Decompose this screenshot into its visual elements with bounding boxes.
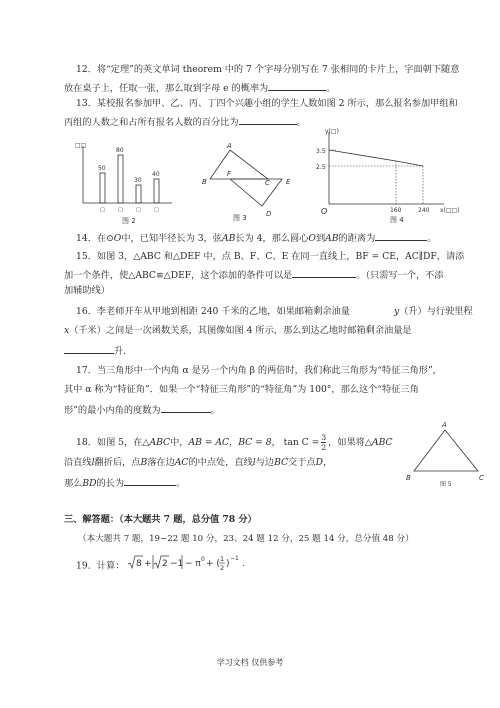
q12-line2: 放在桌子上，任取一张，那么取到字母 e 的概率为 。 [64,83,336,94]
fig4-xtick: 160 [390,207,402,214]
figure-4-line-graph [316,124,461,228]
q18-line1: 18．如图 5，在△ABC中，AB = AC，BC = 8， tan C = $\frac{3}{2}$ ，如果将△ABC [76,433,393,452]
fig3-A: A [227,142,232,150]
fig2-ylabel: □□ [75,142,87,149]
q15-line2: 加一个条件，使△ABC≌△DEF，这个添加的条件可以是 。（只需写一个，不添 [64,270,444,281]
answer-blank [292,268,356,278]
bar [136,185,141,203]
q16-line1: 16．李老师开车从甲地到相距 240 千米的乙地，如果邮箱剩余油量 y（升）与行驶里程 [76,306,473,317]
svg-text:−1: −1 [170,559,184,569]
q15-line3: 加辅助线） [64,285,110,296]
answer-blank [64,344,114,354]
answer-blank [124,476,176,486]
fig5-C: C [479,474,484,482]
fig4-ylabel: y(□) [325,128,339,135]
svg-text:2: 2 [220,564,225,572]
svg-text:2: 2 [162,559,169,569]
fig3-B: B [202,178,207,186]
q17-line2: 其中 α 称为“特征角”．如果一个“特征三角形”的“特征角”为 100°，那么这个“特征三角 [64,384,419,395]
section-3-title: 三、解答题：（本大题共 7 题，总分值 78 分） [64,514,257,525]
fig4-xlabel: x(□□) [440,207,460,214]
svg-text:8: 8 [136,559,143,569]
q16-line3: 升. [64,344,126,358]
fig2-caption: 图 2 [122,217,136,225]
svg-text:.: . [242,559,246,569]
svg-text:− π: − π [185,559,202,569]
bar-category-label: □ [136,207,141,213]
fig4-ytick: 2.5 [316,164,326,171]
svg-text:): ) [226,559,230,569]
footer-note: 学习文档 仅供参考 [216,658,284,667]
q17-line1: 17．当三角形中一个内角 α 是另一个内角 β 的两倍时，我们称此三角形为“特征三角形”， [76,365,442,376]
fig4-origin: O [321,207,328,216]
fig3-caption: 图 3 [233,214,247,222]
fig3-F: F [227,170,232,178]
bar [154,179,159,203]
q19-expression [127,552,251,580]
fig5-B: B [406,474,411,482]
svg-text:+ (: + ( [206,559,221,569]
bar [100,173,105,203]
fig4-ytick: 3.5 [316,148,326,155]
q16-line2: x（千米）之间是一次函数关系，其图像如图 4 所示，那么到达乙地时邮箱剩余油量是 [64,325,412,336]
bar-value-label: 40 [152,171,160,178]
bar-category-label: □ [154,207,159,213]
fig3-E: E [286,178,291,186]
bar-value-label: 80 [116,147,124,154]
section-3-note: （本大题共 7 题，19~22 题 10 分，23、24 题 12 分，25 题 14 分，总分值 48 分） [78,534,414,544]
bar-category-label: □ [100,207,105,213]
bar [118,155,123,203]
q15-line1: 15．如图 3，△ABC 和△DEF 中，点 B、F、C、E 在同一直线上，BF = CE，AC∥DF，请添 [76,251,465,262]
bar-value-label: 50 [98,165,106,172]
answer-blank [268,81,326,91]
q13-line1: 13．某校报名参加甲、乙、丙、丁四个兴趣小组的学生人数如图 2 所示，那么报名参加甲组和 [76,98,458,109]
svg-text:1: 1 [220,555,225,563]
fig4-caption: 图 4 [390,216,404,224]
fraction: $\frac{3}{2}$ [321,433,327,452]
q12-line1: 12．将“定理”的英文单词 theorem 中的 7 个字母分别写在 7 张相同的卡片上，字面朝下随意 [76,64,460,75]
q17-line3: 形”的最小内角的度数为 。 [64,405,220,416]
svg-text:+: + [144,559,152,569]
q13-line2: 丙组的人数之和占所有报名人数的百分比为 。 [64,117,306,128]
answer-blank [375,231,427,241]
svg-text:0: 0 [201,556,206,563]
fig3-D: D [266,210,272,218]
q14-line: 14．在⊙O中，已知半径长为 3，弦AB长为 4，那么圆心O到AB的距离为 。 [76,233,437,244]
fig3-C: C [265,179,270,187]
q19-line: 19．计算： 8 + 2 −1 − π 0 + ( 1 2 ) −1 . [76,552,251,580]
q18-line3: 那么BD的长为 。 [64,478,186,489]
svg-text:−1: −1 [230,555,240,562]
fig4-xtick: 240 [418,207,430,214]
answer-blank [239,115,297,125]
figure-3-triangles [198,138,303,228]
bar-category-label: □ [118,207,123,213]
figure-5-triangle [398,416,488,490]
bar-value-label: 30 [134,177,142,184]
figure-2-bar-chart [70,138,180,228]
answer-blank [161,403,211,413]
fig5-A: A [442,421,447,429]
fig5-caption: 图 5 [440,481,452,488]
q18-line2: 沿直线l翻折后，点B落在边AC的中点处，直线l与边BC交于点D， [64,457,333,468]
